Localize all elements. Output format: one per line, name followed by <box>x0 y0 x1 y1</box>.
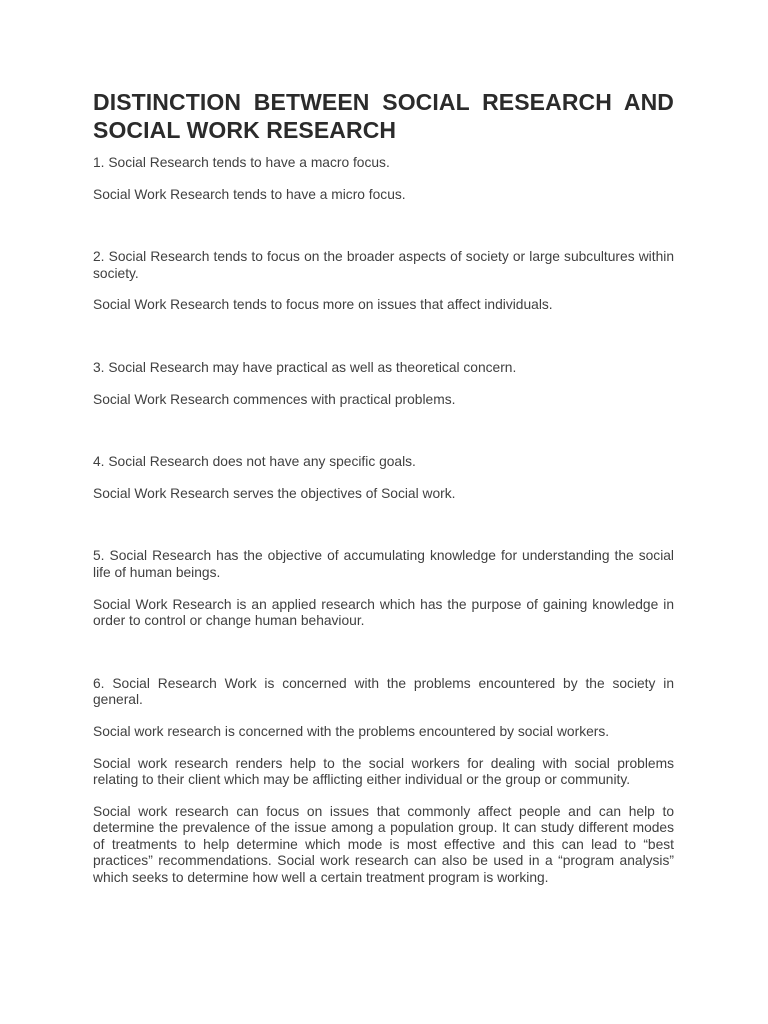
document-page <box>93 88 674 887</box>
paragraph-point-2: 2. Social Research tends to focus on the broader aspects of society or large subcultures within society. <box>93 249 674 281</box>
paragraph-point-2-contrast: Social Work Research tends to focus more on issues that affect individuals. <box>93 297 553 313</box>
paragraph-point-6-contrast: Social work research is concerned with the problems encountered by social workers. <box>93 723 610 739</box>
document-title: DISTINCTION BETWEEN SOCIAL RESEARCH AND SOCIAL WORK RESEARCH <box>93 89 674 143</box>
paragraph-point-1-contrast: Social Work Research tends to have a micro focus. <box>93 186 406 202</box>
paragraph-point-5: 5. Social Research has the objective of accumulating knowledge for understanding the social life of human beings. <box>93 548 674 580</box>
paragraph-point-3-contrast: Social Work Research commences with practical problems. <box>93 391 456 407</box>
paragraph-point-6: 6. Social Research Work is concerned with the problems encountered by the society in general. <box>93 675 674 708</box>
paragraph-social-work-focus: Social work research can focus on issues that commonly affect people and can help to determine the prevalence of the issue among a population group. It can study different modes of treatments to help determine which mode is most effective and this can lead to “best practices” recommendations. Social work research can also be used in a “program analysis” which seeks to determine how well a certain treatment program is working. <box>93 803 674 886</box>
paragraph-point-3: 3. Social Research may have practical as well as theoretical concern. <box>93 359 517 375</box>
paragraph-point-1: 1. Social Research tends to have a macro focus. <box>93 155 390 170</box>
paragraph-point-5-contrast: Social Work Research is an applied research which has the purpose of gaining knowledge in order to control or change human behaviour. <box>93 596 674 629</box>
paragraph-point-4: 4. Social Research does not have any specific goals. <box>93 454 416 470</box>
paragraph-point-4-contrast: Social Work Research serves the objectives of Social work. <box>93 485 456 501</box>
paragraph-social-work-help: Social work research renders help to the social workers for dealing with social problems relating to their client which may be afflicting either individual or the group or community. <box>93 755 674 788</box>
